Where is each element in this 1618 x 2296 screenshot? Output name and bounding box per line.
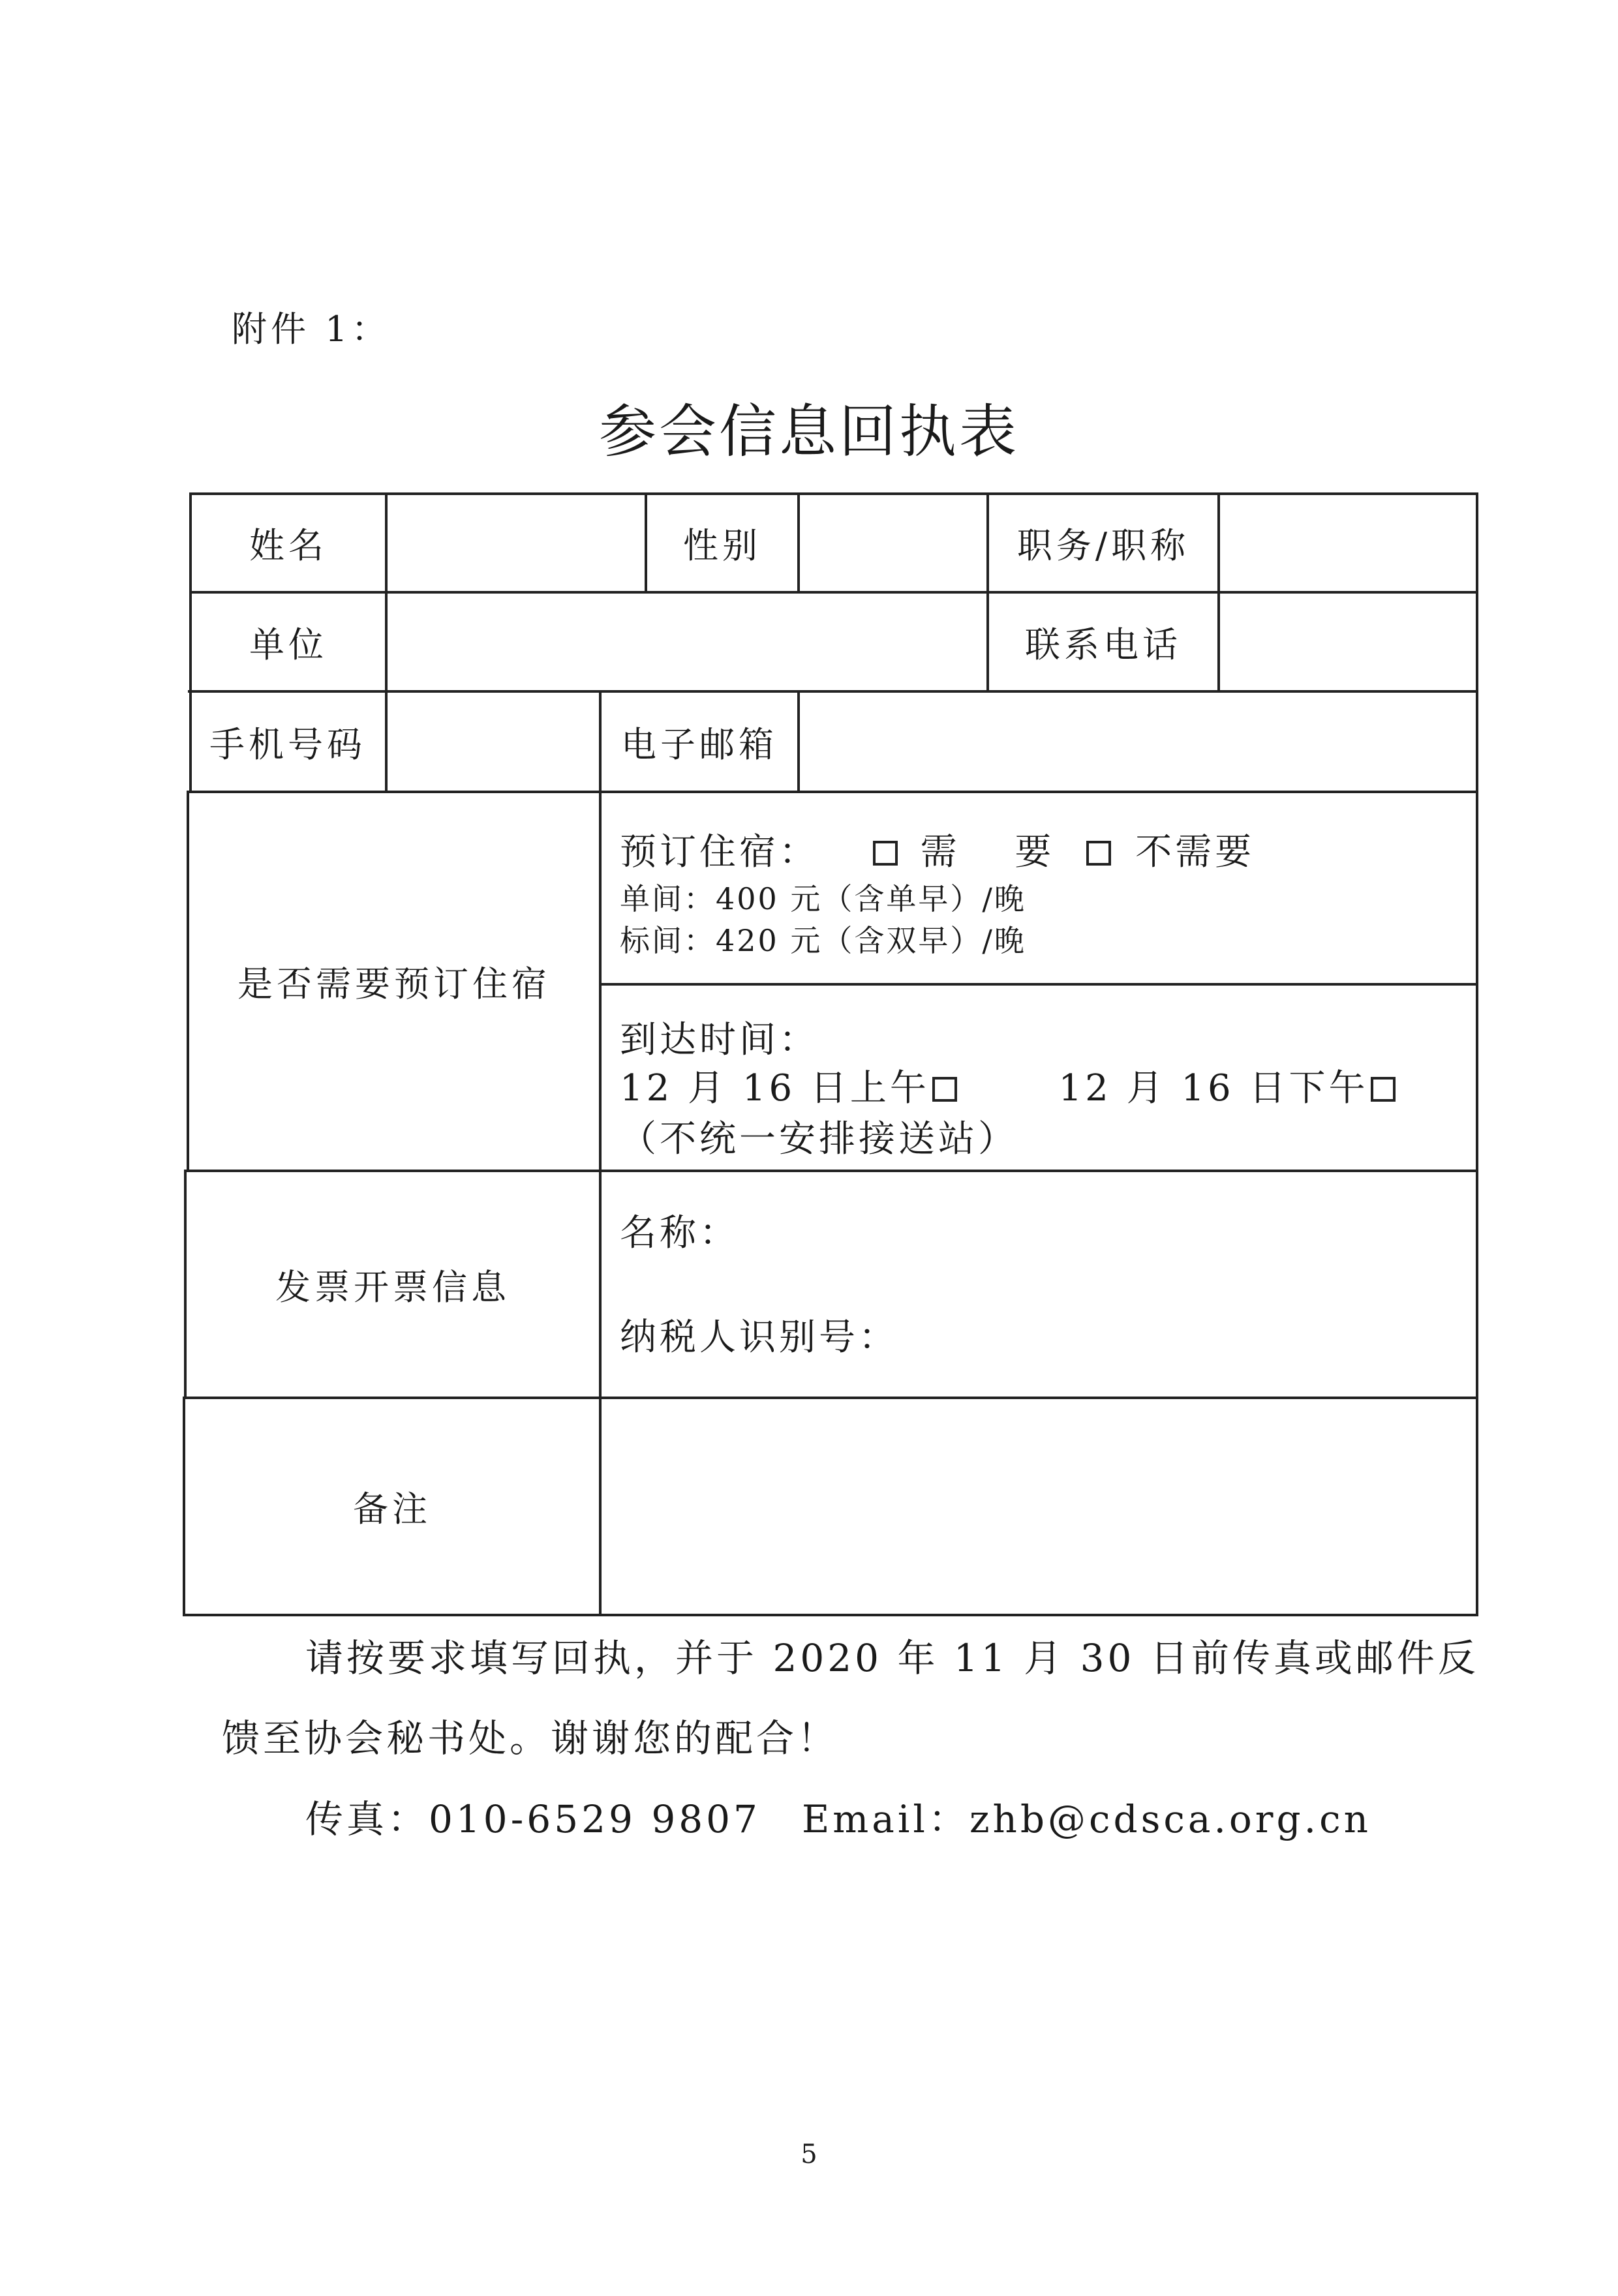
- remark-label: 备注: [353, 1488, 431, 1530]
- arrival-am-checkbox[interactable]: [932, 1077, 957, 1102]
- need-option-label: 需 要: [920, 831, 1055, 873]
- lodging-label: 是否需要预订住宿: [237, 963, 551, 1004]
- position-label: 职务/职称: [1016, 525, 1190, 566]
- page-number: 5: [801, 2139, 817, 2169]
- single-room-price: 单间：400 元（含单早）/晚: [620, 881, 1026, 916]
- remark-field[interactable]: [602, 1399, 1476, 1614]
- position-field[interactable]: [1220, 495, 1476, 591]
- email-label: 电子邮箱: [621, 723, 778, 765]
- invoice-label: 发票开票信息: [275, 1266, 510, 1308]
- instruction-line-1: 请按要求填写回执，并于 2020 年 11 月 30 日前传真或邮件反: [305, 1636, 1479, 1680]
- invoice-name-label: 名称：: [620, 1212, 739, 1254]
- contact-info: 传真：010-6529 9807 Email：zhb@cdsca.org.cn: [305, 1797, 1371, 1841]
- need-checkbox[interactable]: [873, 841, 898, 866]
- unit-field[interactable]: [388, 594, 986, 690]
- phone-field[interactable]: [1220, 594, 1476, 690]
- lodging-prompt: 预订住宿：: [620, 831, 819, 873]
- no-need-checkbox[interactable]: [1086, 841, 1111, 866]
- unit-label: 单位: [249, 624, 328, 665]
- form-title: 参会信息回执表: [598, 398, 1019, 465]
- attachment-label: 附件 1：: [232, 309, 391, 350]
- mobile-label: 手机号码: [209, 723, 366, 765]
- gender-label: 性别: [683, 525, 761, 566]
- name-field[interactable]: [388, 495, 645, 591]
- arrival-label: 到达时间：: [620, 1019, 819, 1061]
- instruction-line-2: 馈至协会秘书处。谢谢您的配合！: [222, 1716, 839, 1760]
- gender-field[interactable]: [800, 495, 986, 591]
- arrival-am-label: 12 月 16 日上午: [620, 1067, 930, 1110]
- arrival-pm-checkbox[interactable]: [1371, 1077, 1396, 1102]
- arrival-note: （不统一安排接送站）: [620, 1118, 1018, 1160]
- mobile-field[interactable]: [388, 693, 599, 791]
- no-need-option-label: 不需要: [1135, 831, 1255, 873]
- double-room-price: 标间：420 元（含双早）/晚: [620, 923, 1026, 958]
- arrival-options: [620, 1059, 1396, 1111]
- email-field[interactable]: [800, 693, 1476, 791]
- lodging-options: [620, 823, 1255, 875]
- arrival-pm-label: 12 月 16 日下午: [1058, 1067, 1369, 1110]
- name-label: 姓名: [249, 525, 328, 566]
- invoice-taxid-label: 纳税人识别号：: [620, 1316, 898, 1359]
- phone-label: 联系电话: [1025, 624, 1182, 665]
